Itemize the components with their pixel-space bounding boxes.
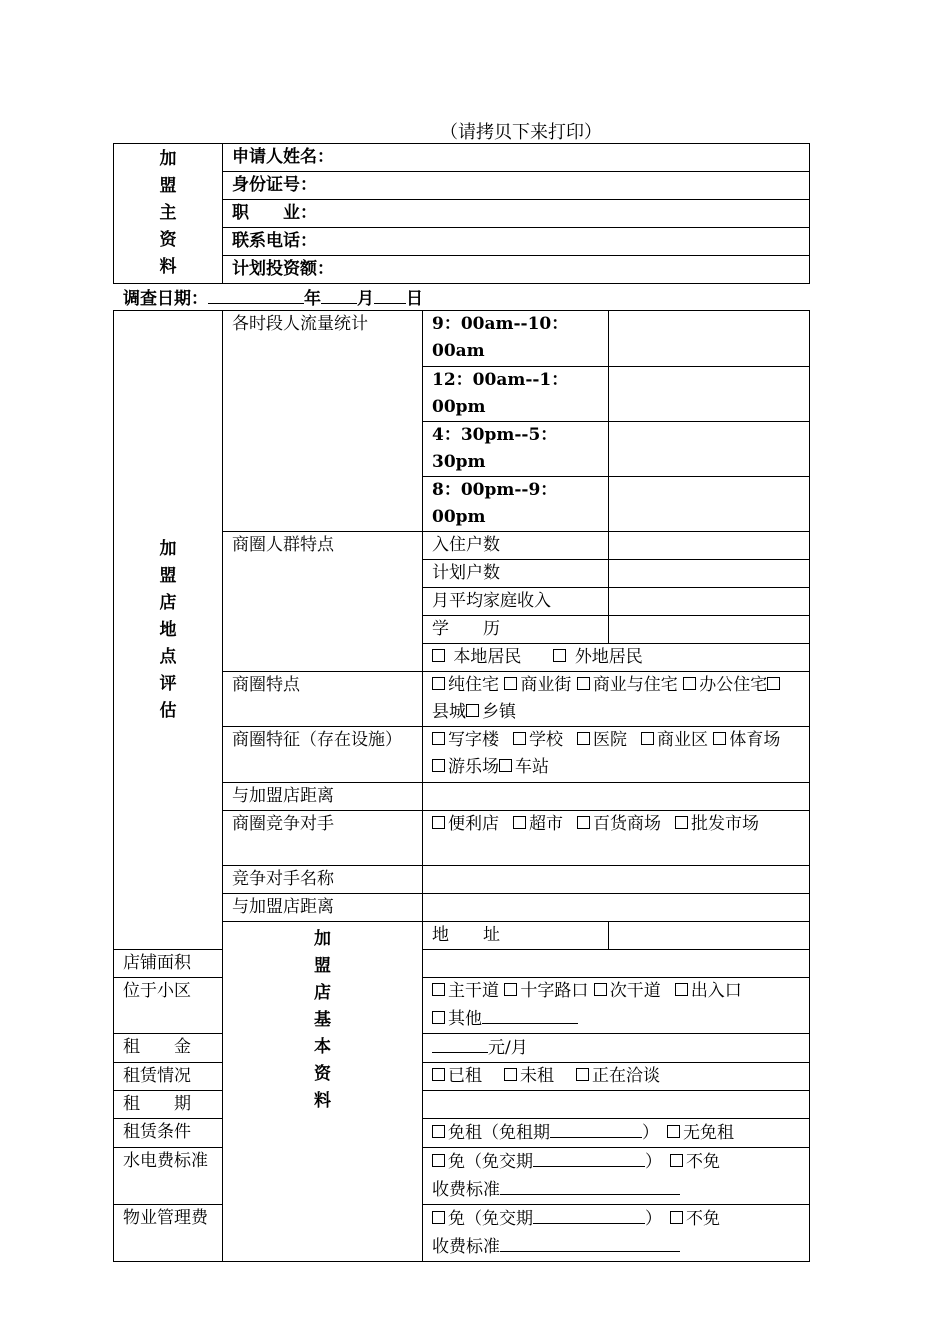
field-phone[interactable]: 联系电话： <box>223 228 810 256</box>
address-value[interactable] <box>609 922 810 950</box>
checkbox-mixed[interactable] <box>577 677 590 690</box>
time-slot-4: 8：00pm--9：00pm <box>423 477 609 532</box>
utilities-options: 免（免交期 ） 不免 收费标准 <box>423 1148 810 1205</box>
section-label-basic: 加 盟 店 基 本 资 料 <box>223 922 423 1262</box>
label-district: 商圈特点 <box>223 672 423 727</box>
crowd-item-education: 学 历 <box>423 616 609 644</box>
label-address: 地 址 <box>423 922 609 950</box>
label-traffic: 各时段人流量统计 <box>223 311 423 532</box>
area-value[interactable] <box>423 950 810 978</box>
survey-date-line: 调查日期： 年 月 日 <box>123 285 423 313</box>
checkbox-business-area[interactable] <box>641 732 654 745</box>
checkbox-supermarket[interactable] <box>513 816 526 829</box>
checkbox-school[interactable] <box>513 732 526 745</box>
location-options: 主干道 十字路口 次干道 出入口 其他 <box>423 978 810 1034</box>
traffic-value-2[interactable] <box>609 367 810 422</box>
crowd-item-income: 月平均家庭收入 <box>423 588 609 616</box>
crowd-item-households: 入住户数 <box>423 532 609 560</box>
other-blank[interactable] <box>482 1005 578 1024</box>
crowd-item-planned: 计划户数 <box>423 560 609 588</box>
crowd-value-income[interactable] <box>609 588 810 616</box>
field-id-number[interactable]: 身份证号： <box>223 172 810 200</box>
checkbox-residential[interactable] <box>432 677 445 690</box>
label-distance: 与加盟店距离 <box>223 783 423 811</box>
checkbox-nonlocal[interactable] <box>553 649 566 662</box>
features-options: 写字楼 学校 医院 商业区 体育场 游乐场 车站 <box>423 727 810 783</box>
checkbox-utilities-not-free[interactable] <box>670 1154 683 1167</box>
label-area: 店铺面积 <box>114 950 223 978</box>
crowd-value-education[interactable] <box>609 616 810 644</box>
district-options: 纯住宅 商业街 商业与住宅 办公住宅县城 乡镇 <box>423 672 810 727</box>
checkbox-leased[interactable] <box>432 1068 445 1081</box>
checkbox-county[interactable] <box>767 677 780 690</box>
utilities-free-period-blank[interactable] <box>533 1148 645 1167</box>
section-label-applicant: 加 盟 主 资 料 <box>114 144 223 284</box>
property-fee-options: 免（免交期 ） 不免 收费标准 <box>423 1205 810 1262</box>
day-blank[interactable] <box>374 285 406 304</box>
checkbox-department[interactable] <box>577 816 590 829</box>
section-label-location: 加 盟 店 地 点 评 估 <box>114 311 223 950</box>
print-note: （请拷贝下来打印） <box>440 122 602 143</box>
checkbox-crossroad[interactable] <box>504 983 517 996</box>
term-value[interactable] <box>423 1091 810 1119</box>
distance-value[interactable] <box>423 783 810 811</box>
distance-value-2[interactable] <box>423 894 810 922</box>
checkbox-town[interactable] <box>466 704 479 717</box>
checkbox-wholesale[interactable] <box>675 816 688 829</box>
lease-status-options: 已租 未租 正在洽谈 <box>423 1063 810 1091</box>
traffic-value-4[interactable] <box>609 477 810 532</box>
label-location: 位于小区 <box>114 978 223 1034</box>
year-blank[interactable] <box>208 285 304 304</box>
checkbox-commercial-street[interactable] <box>504 677 517 690</box>
label-crowd: 商圈人群特点 <box>223 532 423 672</box>
label-utilities: 水电费标准 <box>114 1148 223 1205</box>
checkbox-negotiating[interactable] <box>576 1068 589 1081</box>
residents-options: 本地居民 外地居民 <box>423 644 810 672</box>
time-slot-3: 4：30pm--5：30pm <box>423 422 609 477</box>
label-rent: 租 金 <box>114 1034 223 1063</box>
rent-value: 元/月 <box>423 1034 810 1063</box>
checkbox-utilities-free[interactable] <box>432 1154 445 1167</box>
property-free-period-blank[interactable] <box>533 1205 645 1224</box>
checkbox-entrance[interactable] <box>675 983 688 996</box>
traffic-value-3[interactable] <box>609 422 810 477</box>
checkbox-property-free[interactable] <box>432 1211 445 1224</box>
conditions-options: 免租（免租期 ） 无免租 <box>423 1119 810 1148</box>
label-distance-2: 与加盟店距离 <box>223 894 423 922</box>
label-competitor-name: 竞争对手名称 <box>223 866 423 894</box>
label-conditions: 租赁条件 <box>114 1119 223 1148</box>
field-occupation[interactable]: 职 业： <box>223 200 810 228</box>
checkbox-local[interactable] <box>432 649 445 662</box>
checkbox-property-not-free[interactable] <box>670 1211 683 1224</box>
time-slot-2: 12：00am--1：00pm <box>423 367 609 422</box>
checkbox-secondary-road[interactable] <box>594 983 607 996</box>
utilities-standard-blank[interactable] <box>500 1176 680 1195</box>
checkbox-no-rent-free[interactable] <box>667 1125 680 1138</box>
checkbox-other[interactable] <box>432 1011 445 1024</box>
field-applicant-name[interactable]: 申请人姓名： <box>223 144 810 172</box>
checkbox-convenience[interactable] <box>432 816 445 829</box>
checkbox-not-leased[interactable] <box>504 1068 517 1081</box>
checkbox-rent-free[interactable] <box>432 1125 445 1138</box>
checkbox-station[interactable] <box>499 759 512 772</box>
label-competitors: 商圈竞争对手 <box>223 811 423 866</box>
rent-blank[interactable] <box>432 1034 488 1053</box>
competitor-name-value[interactable] <box>423 866 810 894</box>
checkbox-office[interactable] <box>683 677 696 690</box>
label-features: 商圈特征（存在设施） <box>223 727 423 783</box>
checkbox-main-road[interactable] <box>432 983 445 996</box>
checkbox-amusement[interactable] <box>432 759 445 772</box>
crowd-value-planned[interactable] <box>609 560 810 588</box>
property-standard-blank[interactable] <box>500 1233 680 1252</box>
rent-free-period-blank[interactable] <box>550 1119 642 1138</box>
field-investment[interactable]: 计划投资额： <box>223 256 810 284</box>
month-blank[interactable] <box>321 285 357 304</box>
traffic-value-1[interactable] <box>609 311 810 367</box>
crowd-value-households[interactable] <box>609 532 810 560</box>
applicant-info-table <box>113 143 810 284</box>
label-lease-status: 租赁情况 <box>114 1063 223 1091</box>
label-term: 租 期 <box>114 1091 223 1119</box>
competitor-options: 便利店 超市 百货商场 批发市场 <box>423 811 810 866</box>
store-evaluation-table <box>113 310 810 1262</box>
checkbox-stadium[interactable] <box>713 732 726 745</box>
label-property-fee: 物业管理费 <box>114 1205 223 1262</box>
checkbox-office-building[interactable] <box>432 732 445 745</box>
time-slot-1: 9：00am--10：00am <box>423 311 609 367</box>
checkbox-hospital[interactable] <box>577 732 590 745</box>
